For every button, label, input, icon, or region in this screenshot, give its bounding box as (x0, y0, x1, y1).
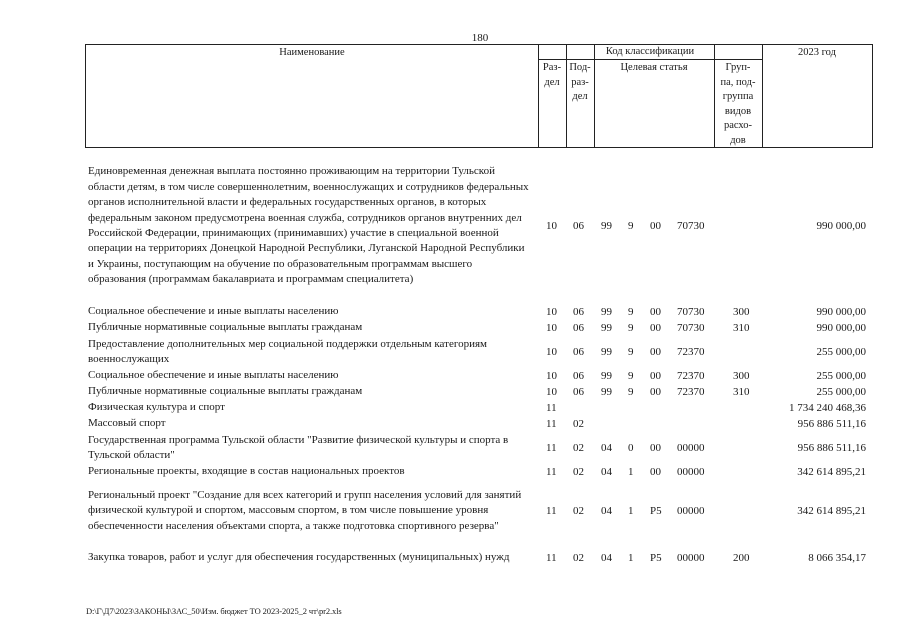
row-name: Государственная программа Тульской области "Развитие физической культуры и спорта в Тульской области" (88, 433, 509, 461)
table-row (88, 384, 874, 400)
row-target-project: 00 (650, 220, 661, 232)
table-row (88, 480, 874, 542)
row-amount: 1 734 240 468,36 (789, 402, 866, 414)
row-target-program: 99 (601, 322, 612, 334)
row-target-project: P5 (650, 505, 662, 517)
row-target-direction: 00000 (677, 505, 705, 517)
row-target-subprogram: 1 (628, 466, 634, 478)
row-podrazdel: 02 (573, 466, 584, 478)
row-target-program: 99 (601, 386, 612, 398)
row-amount: 255 000,00 (816, 386, 866, 398)
row-podrazdel: 02 (573, 442, 584, 454)
table-header (85, 44, 873, 148)
header-name: Наименование (279, 47, 345, 58)
row-name: Закупка товаров, работ и услуг для обеспечения государственных (муниципальных) нужд (88, 551, 510, 564)
row-target-direction: 00000 (677, 552, 705, 564)
row-razdel: 10 (546, 306, 557, 318)
row-expense-group: 310 (733, 322, 750, 334)
row-target-subprogram: 1 (628, 505, 634, 517)
row-razdel: 10 (546, 346, 557, 358)
row-razdel: 11 (546, 418, 557, 430)
header-podrazdel: Под- раз- дел (569, 62, 591, 102)
row-target-program: 99 (601, 346, 612, 358)
row-target-project: 00 (650, 306, 661, 318)
row-podrazdel: 02 (573, 552, 584, 564)
row-target-subprogram: 9 (628, 306, 634, 318)
row-expense-group: 200 (733, 552, 750, 564)
header-year: 2023 год (798, 47, 836, 58)
row-name: Массовый спорт (88, 417, 166, 430)
row-razdel: 10 (546, 386, 557, 398)
table-row (88, 155, 874, 297)
row-target-program: 04 (601, 442, 612, 454)
row-podrazdel: 06 (573, 370, 584, 382)
table-row (88, 542, 874, 574)
row-target-project: 00 (650, 466, 661, 478)
table-row (88, 464, 874, 480)
row-target-program: 04 (601, 505, 612, 517)
row-razdel: 11 (546, 466, 557, 478)
row-expense-group: 310 (733, 386, 750, 398)
row-target-project: 00 (650, 346, 661, 358)
row-name: Единовременная денежная выплата постоянно проживающим на территории Тульской области детям, в том числе совершеннолетним, военнослужащих и сотрудников федеральных органов исполнительной власти и федеральных государственных органов, в которых федеральным законом предусмотрена военная служба, сотрудников органов внутренних дел Российской Федерации, принимающих (принимавших) участие в специальной военной операции на территориях Донецкой Народной Республики, Луганской Народной Республики и Украины, поступающим на обучение по образовательным программам высшего образования (программам бакалавриата и программам специалитета) (88, 165, 529, 286)
row-podrazdel: 02 (573, 505, 584, 517)
row-podrazdel: 02 (573, 418, 584, 430)
row-target-subprogram: 9 (628, 322, 634, 334)
row-target-direction: 00000 (677, 466, 705, 478)
row-target-subprogram: 9 (628, 386, 634, 398)
row-name: Публичные нормативные социальные выплаты гражданам (88, 385, 363, 398)
row-amount: 956 886 511,16 (797, 418, 866, 430)
row-target-direction: 00000 (677, 442, 705, 454)
row-razdel: 11 (546, 402, 557, 414)
row-target-direction: 72370 (677, 370, 705, 382)
table-row (88, 416, 874, 432)
row-target-direction: 70730 (677, 306, 705, 318)
row-razdel: 10 (546, 370, 557, 382)
row-razdel: 11 (546, 442, 557, 454)
row-name: Региональные проекты, входящие в состав национальных проектов (88, 465, 405, 478)
row-amount: 342 614 895,21 (797, 505, 866, 517)
header-razdel: Раз- дел (542, 62, 562, 88)
row-amount: 255 000,00 (816, 370, 866, 382)
row-target-direction: 70730 (677, 220, 705, 232)
row-target-program: 04 (601, 552, 612, 564)
row-razdel: 10 (546, 220, 557, 232)
row-amount: 255 000,00 (816, 346, 866, 358)
row-target-project: 00 (650, 370, 661, 382)
file-path-footer: D:\Г\Д7\2023\ЗАКОНЫ\ЗАС_50\Изм. бюджет ТО 2023-2025_2 чт\pr2.xls (86, 606, 342, 616)
row-podrazdel: 06 (573, 386, 584, 398)
table-row (88, 432, 874, 464)
table-row (88, 368, 874, 384)
row-name: Физическая культура и спорт (88, 401, 225, 414)
row-name: Социальное обеспечение и иные выплаты населению (88, 369, 339, 382)
row-podrazdel: 06 (573, 306, 584, 318)
row-amount: 8 066 354,17 (808, 552, 866, 564)
row-target-program: 99 (601, 220, 612, 232)
header-code: Код классификации (605, 46, 695, 57)
row-target-project: 00 (650, 322, 661, 334)
row-amount: 990 000,00 (816, 306, 866, 318)
row-razdel: 11 (546, 552, 557, 564)
row-target-subprogram: 9 (628, 370, 634, 382)
row-amount: 956 886 511,16 (797, 442, 866, 454)
table-row (88, 400, 874, 416)
table-body (88, 155, 874, 574)
row-target-direction: 72370 (677, 386, 705, 398)
row-razdel: 10 (546, 322, 557, 334)
row-amount: 990 000,00 (816, 322, 866, 334)
row-name: Публичные нормативные социальные выплаты гражданам (88, 321, 363, 334)
row-target-direction: 70730 (677, 322, 705, 334)
header-group: Груп- па, под- группа видов расхо- дов (720, 62, 756, 146)
row-target-project: P5 (650, 552, 662, 564)
row-podrazdel: 06 (573, 322, 584, 334)
row-razdel: 11 (546, 505, 557, 517)
row-target-subprogram: 9 (628, 346, 634, 358)
header-target: Целевая статья (620, 62, 688, 73)
row-target-subprogram: 1 (628, 552, 634, 564)
row-target-program: 04 (601, 466, 612, 478)
row-target-direction: 72370 (677, 346, 705, 358)
row-target-program: 99 (601, 370, 612, 382)
table-row (88, 336, 874, 368)
row-name: Региональный проект "Создание для всех категорий и групп населения условий для занятий физической культурой и спортом, массовым спортом, в том числе повышение уровня обеспеченности населения объектами спорта, а также подготовка спортивного резерва" (88, 488, 522, 532)
row-podrazdel: 06 (573, 220, 584, 232)
row-expense-group: 300 (733, 370, 750, 382)
row-podrazdel: 06 (573, 346, 584, 358)
row-target-subprogram: 0 (628, 442, 634, 454)
row-expense-group: 300 (733, 306, 750, 318)
table-row (88, 304, 874, 320)
row-target-subprogram: 9 (628, 220, 634, 232)
row-target-project: 00 (650, 442, 661, 454)
row-amount: 342 614 895,21 (797, 466, 866, 478)
row-name: Предоставление дополнительных мер социальной поддержки отдельным категориям военнослужащих (88, 337, 487, 365)
row-target-program: 99 (601, 306, 612, 318)
row-name: Социальное обеспечение и иные выплаты населению (88, 305, 339, 318)
page-number: 180 (471, 32, 489, 44)
table-row (88, 320, 874, 336)
row-target-project: 00 (650, 386, 661, 398)
row-amount: 990 000,00 (816, 220, 866, 232)
